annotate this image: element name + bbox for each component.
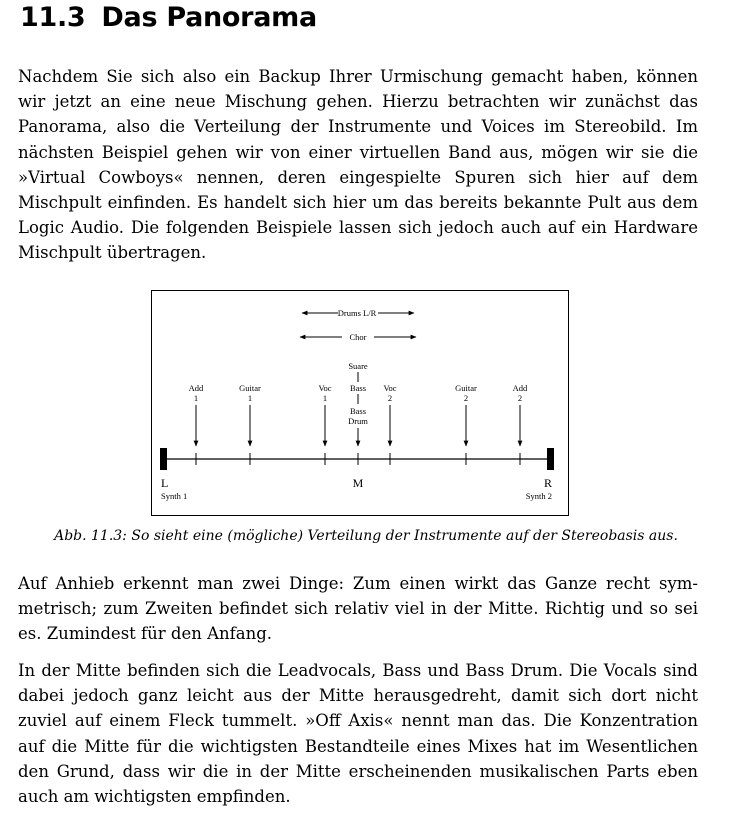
svg-text:Suare: Suare — [348, 361, 368, 371]
svg-text:1: 1 — [247, 393, 253, 403]
instrument-guitar-2 — [455, 383, 477, 446]
instrument-add-2 — [513, 383, 528, 446]
stereo-panorama-figure — [151, 290, 569, 516]
paragraph-observation: Auf Anhieb erkennt man zwei Dinge: Zum einen wirkt das Ganze recht symmetrisch; zum Zweiten befindet sich relativ viel in der Mitte. Richtig und so sei es. Zumindest für den Anfang. — [18, 574, 698, 644]
svg-text:Guitar: Guitar — [239, 383, 261, 393]
range-drums-label: Drums L/R — [337, 308, 377, 318]
right-sub-label: Synth 2 — [525, 491, 552, 501]
svg-text:Add: Add — [512, 383, 528, 393]
left-endpoint — [160, 448, 167, 470]
svg-text:1: 1 — [193, 393, 199, 403]
paragraph-center: In der Mitte befinden sich die Leadvocals, Bass und Bass Drum. Die Vocals sind dabei jedoch ganz leicht aus der Mitte herausgedreht, damit sich dort nicht zuviel auf einem Fleck tummelt. »Off Axis« nennt man das. Die Konzentration auf die Mitte für die wichtigsten Bestandteile eines Mixes hat im Wesentlichen den Grund, dass wir die in der Mitte erscheinenden musikalischen Parts eben auch am wichtigsten empfinden. — [18, 661, 698, 807]
instrument-voc-1 — [318, 383, 331, 446]
svg-text:2: 2 — [463, 393, 469, 403]
section-number: 11.3 — [20, 2, 86, 33]
instrument-add-1 — [189, 383, 204, 446]
middle-label: M — [352, 476, 364, 490]
figure-caption: Abb. 11.3: So sieht eine (mögliche) Verteilung der Instrumente auf der Stereobasis aus. — [54, 528, 678, 544]
paragraph-intro: Nachdem Sie sich also ein Backup Ihrer Urmischung gemacht haben, können wir jetzt an eine neue Mischung gehen. Hierzu betrachten wir zunächst das Panorama, also die Verteilung der Instrumente und Voices im Stereobild. Im nächsten Beispiel gehen wir von einer virtuellen Band aus, mögen wir sie die »Virtual Cowboys« nennen, deren eingespielte Spuren sich hier auf dem Mischpult einfinden. Es handelt sich hier um das bereits bekannte Pult aus dem Logic Audio. Die folgenden Beispiele lassen sich jedoch auch auf ein Hardware Mischpult übertragen. — [18, 67, 698, 263]
left-label: L — [161, 476, 169, 490]
range-chor — [300, 332, 416, 342]
range-drums — [302, 308, 414, 318]
svg-text:Bass: Bass — [349, 383, 367, 393]
instrument-bass-center — [348, 361, 368, 446]
right-endpoint — [547, 448, 554, 470]
svg-text:Guitar: Guitar — [455, 383, 477, 393]
svg-text:1: 1 — [322, 393, 328, 403]
stereo-base-line — [160, 448, 554, 470]
svg-text:Add: Add — [188, 383, 204, 393]
svg-text:2: 2 — [517, 393, 523, 403]
instrument-voc-2 — [383, 383, 396, 446]
svg-text:Drum: Drum — [348, 416, 368, 426]
svg-text:Voc: Voc — [318, 383, 332, 393]
left-sub-label: Synth 1 — [161, 491, 188, 501]
instrument-guitar-1 — [239, 383, 261, 446]
right-label: R — [543, 476, 552, 490]
range-chor-label: Chor — [349, 332, 367, 342]
svg-text:Bass: Bass — [349, 406, 367, 416]
section-title: Das Panorama — [101, 2, 317, 33]
svg-text:2: 2 — [387, 393, 393, 403]
panorama-diagram — [152, 291, 568, 515]
svg-text:Voc: Voc — [383, 383, 397, 393]
section-heading — [20, 2, 317, 33]
